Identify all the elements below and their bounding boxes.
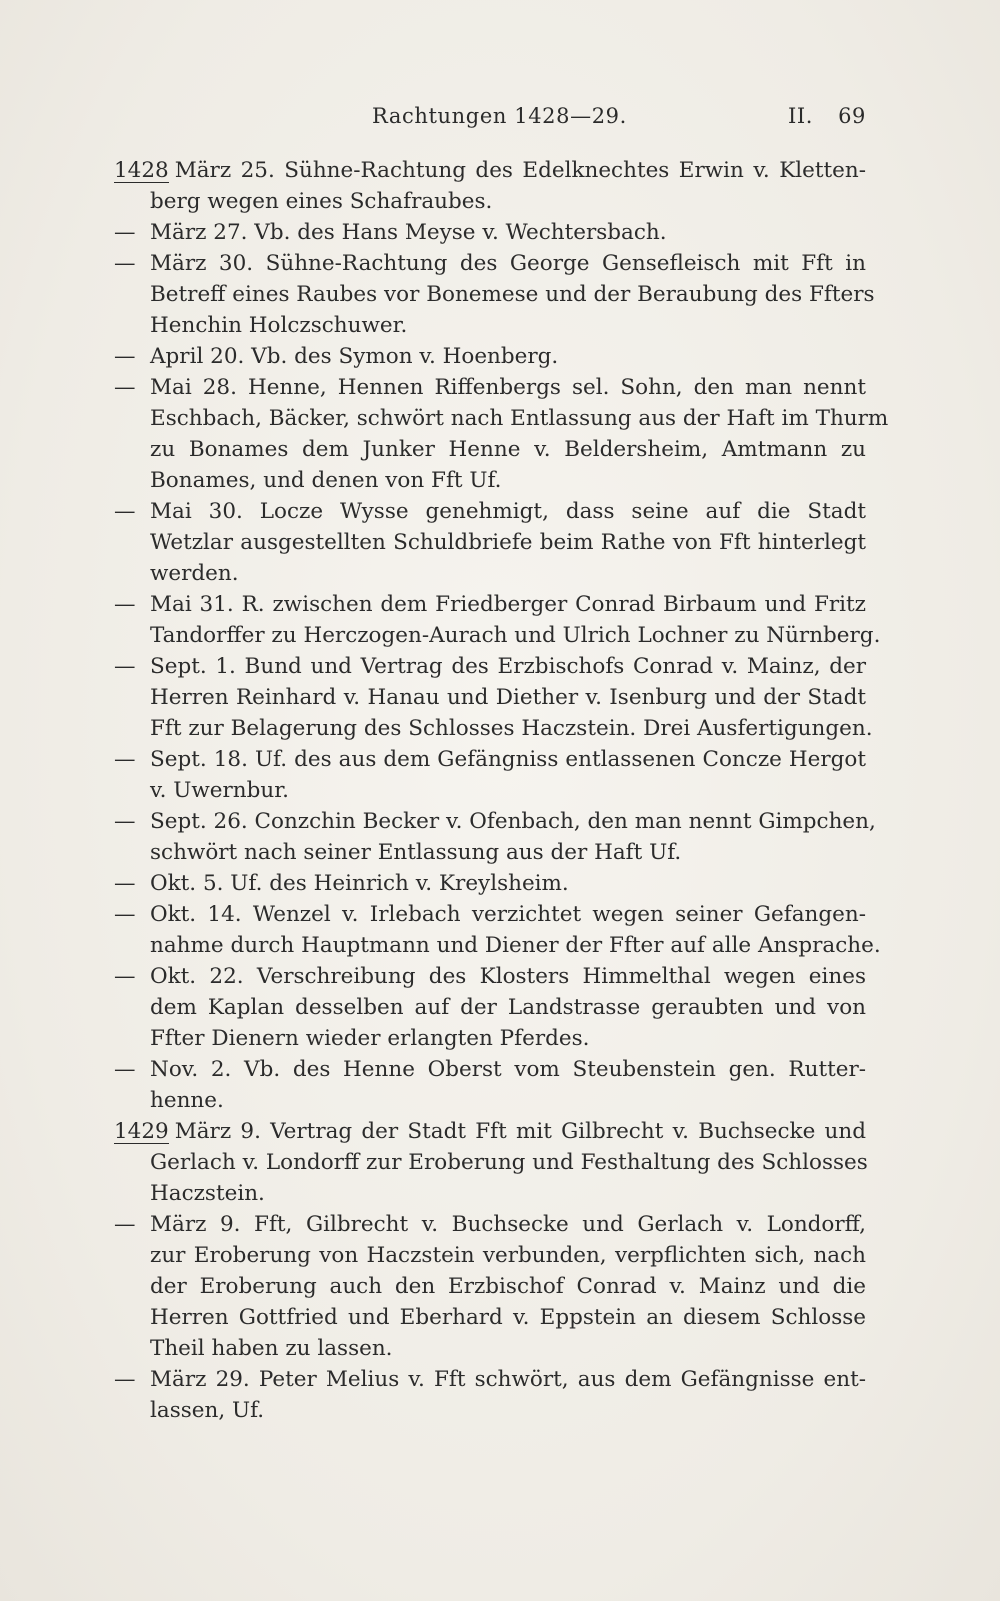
entry-text: Mai 28. Henne, Hennen Riffenbergs sel. Sohn, den man nennt bbox=[150, 375, 866, 400]
entry-line: Theil haben zu lassen. bbox=[150, 1336, 393, 1361]
register-entry bbox=[114, 868, 866, 899]
entry-text: Mai 30. Locze Wysse genehmigt, dass seine auf die Stadt bbox=[150, 499, 866, 524]
register-entry bbox=[114, 961, 866, 1054]
entry-line: — Sept. 26. Conzchin Becker v. Ofenbach, den man nennt Gimpchen, bbox=[114, 809, 876, 834]
entry-line: — Mai 31. R. zwischen dem Friedberger Conrad Birbaum und Fritz bbox=[114, 592, 866, 617]
entry-line: schwört nach seiner Entlassung aus der Haft Uf. bbox=[150, 840, 682, 865]
page-number: 69 bbox=[838, 104, 866, 128]
entry-line: Henchin Holczschuwer. bbox=[150, 313, 408, 338]
entry-line: henne. bbox=[150, 1088, 224, 1113]
entry-line: berg wegen eines Schafraubes. bbox=[150, 189, 493, 214]
register-entry bbox=[114, 372, 889, 496]
entry-line: der Eroberung auch den Erzbischof Conrad v. Mainz und die bbox=[150, 1274, 866, 1299]
entry-line: Herren Reinhard v. Hanau und Diether v. Isenburg und der Stadt bbox=[150, 685, 866, 710]
entry-line: — April 20. Vb. des Symon v. Hoenberg. bbox=[114, 344, 559, 369]
entry-text: April 20. Vb. des Symon v. Hoenberg. bbox=[150, 344, 559, 369]
register-entry bbox=[114, 899, 881, 961]
entry-line: — März 29. Peter Melius v. Fft schwört, aus dem Gefängnisse ent- bbox=[114, 1367, 866, 1392]
entry-line: — Okt. 14. Wenzel v. Irlebach verzichtet wegen seiner Gefangen- bbox=[114, 902, 866, 927]
entry-text: März 9. Fft, Gilbrecht v. Buchsecke und Gerlach v. Londorff, bbox=[150, 1212, 866, 1237]
entry-line: lassen, Uf. bbox=[150, 1398, 265, 1423]
register-entry bbox=[114, 496, 866, 589]
entry-line: Eschbach, Bäcker, schwört nach Entlassung aus der Haft im Thurm bbox=[150, 406, 889, 431]
entry-line: — Nov. 2. Vb. des Henne Oberst vom Steubenstein gen. Rutter- bbox=[114, 1057, 866, 1082]
register-entry bbox=[114, 1116, 868, 1209]
register-entry bbox=[114, 1209, 866, 1364]
entry-line: zu Bonames dem Junker Henne v. Beldersheim, Amtmann zu bbox=[150, 437, 866, 462]
entry-line: Gerlach v. Londorff zur Eroberung und Festhaltung des Schlosses bbox=[150, 1150, 868, 1175]
register-entry bbox=[114, 248, 875, 341]
entry-line bbox=[114, 1116, 866, 1147]
running-title: Rachtungen 1428—29. bbox=[372, 104, 627, 128]
entry-line: Haczstein. bbox=[150, 1181, 265, 1206]
register-entry bbox=[114, 589, 881, 651]
entry-text: Okt. 14. Wenzel v. Irlebach verzichtet wegen seiner Gefangen- bbox=[150, 902, 866, 927]
entry-text: Nov. 2. Vb. des Henne Oberst vom Steubenstein gen. Rutter- bbox=[150, 1057, 866, 1082]
entry-line: — Mai 28. Henne, Hennen Riffenbergs sel. Sohn, den man nennt bbox=[114, 375, 866, 400]
register-entry bbox=[114, 155, 866, 217]
entry-text: Sept. 26. Conzchin Becker v. Ofenbach, den man nennt Gimpchen, bbox=[150, 809, 876, 834]
entry-text: Mai 31. R. zwischen dem Friedberger Conrad Birbaum und Fritz bbox=[150, 592, 866, 617]
entry-line bbox=[114, 155, 866, 186]
part-number: II. bbox=[788, 104, 814, 128]
entry-line: — Mai 30. Locze Wysse genehmigt, dass seine auf die Stadt bbox=[114, 499, 866, 524]
register-entry bbox=[114, 217, 866, 248]
entry-line: — Sept. 1. Bund und Vertrag des Erzbischofs Conrad v. Mainz, der bbox=[114, 654, 866, 679]
running-head bbox=[150, 104, 866, 144]
entry-line: Bonames, und denen von Fft Uf. bbox=[150, 468, 502, 493]
entry-text: März 27. Vb. des Hans Meyse v. Wechtersbach. bbox=[150, 220, 667, 245]
entry-line: dem Kaplan desselben auf der Landstrasse geraubten und von bbox=[150, 995, 866, 1020]
entry-line: zur Eroberung von Haczstein verbunden, verpflichten sich, nach bbox=[150, 1243, 866, 1268]
entry-line: Wetzlar ausgestellten Schuldbriefe beim Rathe von Fft hinterlegt bbox=[150, 530, 866, 555]
entry-line: Herren Gottfried und Eberhard v. Eppstein an diesem Schlosse bbox=[150, 1305, 866, 1330]
entry-text: Sept. 1. Bund und Vertrag des Erzbischofs Conrad v. Mainz, der bbox=[150, 654, 866, 679]
entry-text: Okt. 5. Uf. des Heinrich v. Kreylsheim. bbox=[150, 871, 569, 896]
entry-year: 1429 bbox=[114, 1119, 169, 1144]
entry-line: — Okt. 22. Verschreibung des Klosters Himmelthal wegen eines bbox=[114, 964, 866, 989]
register-entry bbox=[114, 1364, 866, 1426]
register-entry bbox=[114, 806, 876, 868]
entry-text: März 9. Vertrag der Stadt Fft mit Gilbrecht v. Buchsecke und bbox=[174, 1119, 866, 1144]
entry-line: Tandorffer zu Herczogen-Aurach und Ulrich Lochner zu Nürnberg. bbox=[150, 623, 881, 648]
entry-line: werden. bbox=[150, 561, 239, 586]
body-text bbox=[114, 155, 889, 1426]
entry-line: Fft zur Belagerung des Schlosses Haczstein. Drei Ausfertigungen. bbox=[150, 716, 873, 741]
entry-line: — Sept. 18. Uf. des aus dem Gefängniss entlassenen Concze Hergot bbox=[114, 747, 866, 772]
entry-line: v. Uwernbur. bbox=[150, 778, 289, 803]
entry-text: Sept. 18. Uf. des aus dem Gefängniss entlassenen Concze Hergot bbox=[150, 747, 866, 772]
entry-text: März 25. Sühne-Rachtung des Edelknechtes Erwin v. Kletten- bbox=[174, 158, 866, 183]
register-entry bbox=[114, 1054, 866, 1116]
entry-line: — März 9. Fft, Gilbrecht v. Buchsecke und Gerlach v. Londorff, bbox=[114, 1212, 866, 1237]
entry-text: März 29. Peter Melius v. Fft schwört, aus dem Gefängnisse ent- bbox=[150, 1367, 866, 1392]
entry-line: Ffter Dienern wieder erlangten Pferdes. bbox=[150, 1026, 590, 1051]
entry-line: — März 27. Vb. des Hans Meyse v. Wechtersbach. bbox=[114, 220, 667, 245]
entry-text: Okt. 22. Verschreibung des Klosters Himmelthal wegen eines bbox=[150, 964, 866, 989]
entry-line: — Okt. 5. Uf. des Heinrich v. Kreylsheim. bbox=[114, 871, 569, 896]
register-entry bbox=[114, 744, 866, 806]
entry-year: 1428 bbox=[114, 158, 169, 183]
register-entry bbox=[114, 341, 866, 372]
entry-text: März 30. Sühne-Rachtung des George Gensefleisch mit Fft in bbox=[150, 251, 866, 276]
entry-line: — März 30. Sühne-Rachtung des George Gensefleisch mit Fft in bbox=[114, 251, 866, 276]
register-entry bbox=[114, 651, 873, 744]
entry-line: Betreff eines Raubes vor Bonemese und der Beraubung des Ffters bbox=[150, 282, 875, 307]
entry-line: nahme durch Hauptmann und Diener der Ffter auf alle Ansprache. bbox=[150, 933, 881, 958]
